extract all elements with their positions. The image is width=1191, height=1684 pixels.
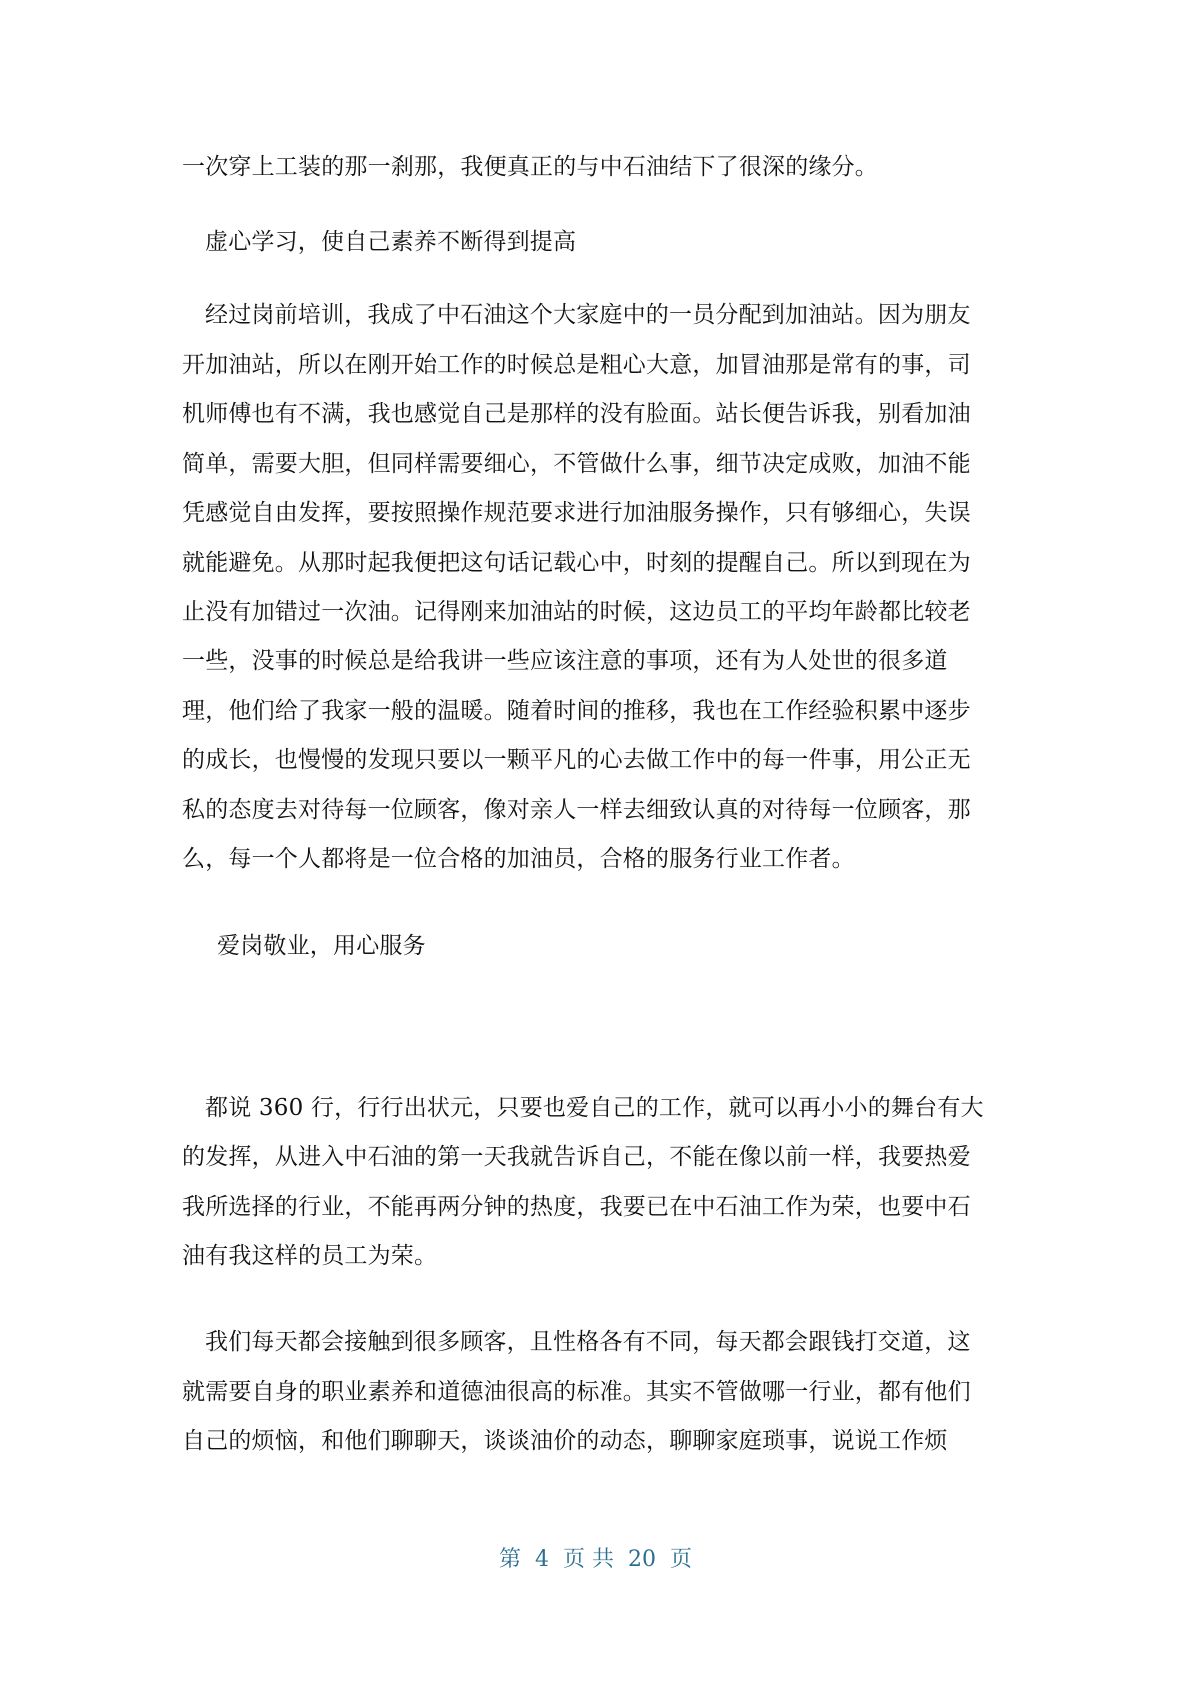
text-line: 就能避免。从那时起我便把这句话记载心中，时刻的提醒自己。所以到现在为 bbox=[182, 550, 971, 576]
text-line: 理，他们给了我家一般的温暖。随着时间的推移，我也在工作经验积累中逐步 bbox=[182, 698, 971, 724]
page-number-footer: 第 4 页 共 20 页 bbox=[499, 1547, 692, 1572]
text-line: 经过岗前培训，我成了中石油这个大家庭中的一员分配到加油站。因为朋友 bbox=[205, 302, 971, 328]
text-line: 的成长，也慢慢的发现只要以一颗平凡的心去做工作中的每一件事，用公正无 bbox=[182, 747, 971, 773]
text-line: 油有我这样的员工为荣。 bbox=[182, 1243, 438, 1269]
text-line: 机师傅也有不满，我也感觉自己是那样的没有脸面。站长便告诉我，别看加油 bbox=[182, 401, 971, 427]
section-heading: 虚心学习，使自己素养不断得到提高 bbox=[205, 229, 577, 255]
text-line: 么，每一个人都将是一位合格的加油员，合格的服务行业工作者。 bbox=[182, 846, 855, 872]
text-line: 都说 360 行，行行出状元，只要也爱自己的工作，就可以再小小的舞台有大 bbox=[205, 1095, 984, 1121]
text-line: 凭感觉自由发挥，要按照操作规范要求进行加油服务操作，只有够细心，失误 bbox=[182, 500, 971, 526]
text-line: 我们每天都会接触到很多顾客，且性格各有不同，每天都会跟钱打交道，这 bbox=[205, 1329, 971, 1355]
text-line: 简单，需要大胆，但同样需要细心，不管做什么事，细节决定成败，加油不能 bbox=[182, 451, 971, 477]
text-line: 我所选择的行业，不能再两分钟的热度，我要已在中石油工作为荣，也要中石 bbox=[182, 1194, 971, 1220]
text-line: 就需要自身的职业素养和道德油很高的标准。其实不管做哪一行业，都有他们 bbox=[182, 1379, 971, 1405]
section-heading: 爱岗敬业，用心服务 bbox=[217, 933, 426, 959]
text-line: 私的态度去对待每一位顾客，像对亲人一样去细致认真的对待每一位顾客，那 bbox=[182, 797, 971, 823]
text-line: 自己的烦恼，和他们聊聊天，谈谈油价的动态，聊聊家庭琐事，说说工作烦 bbox=[182, 1428, 948, 1454]
text-line: 一些，没事的时候总是给我讲一些应该注意的事项，还有为人处世的很多道 bbox=[182, 648, 948, 674]
text-line: 开加油站，所以在刚开始工作的时候总是粗心大意，加冒油那是常有的事，司 bbox=[182, 352, 971, 378]
text-line: 止没有加错过一次油。记得刚来加油站的时候，这边员工的平均年龄都比较老 bbox=[182, 599, 971, 625]
text-line: 一次穿上工装的那一刹那，我便真正的与中石油结下了很深的缘分。 bbox=[182, 154, 878, 180]
text-line: 的发挥，从进入中石油的第一天我就告诉自己，不能在像以前一样，我要热爱 bbox=[182, 1144, 971, 1170]
